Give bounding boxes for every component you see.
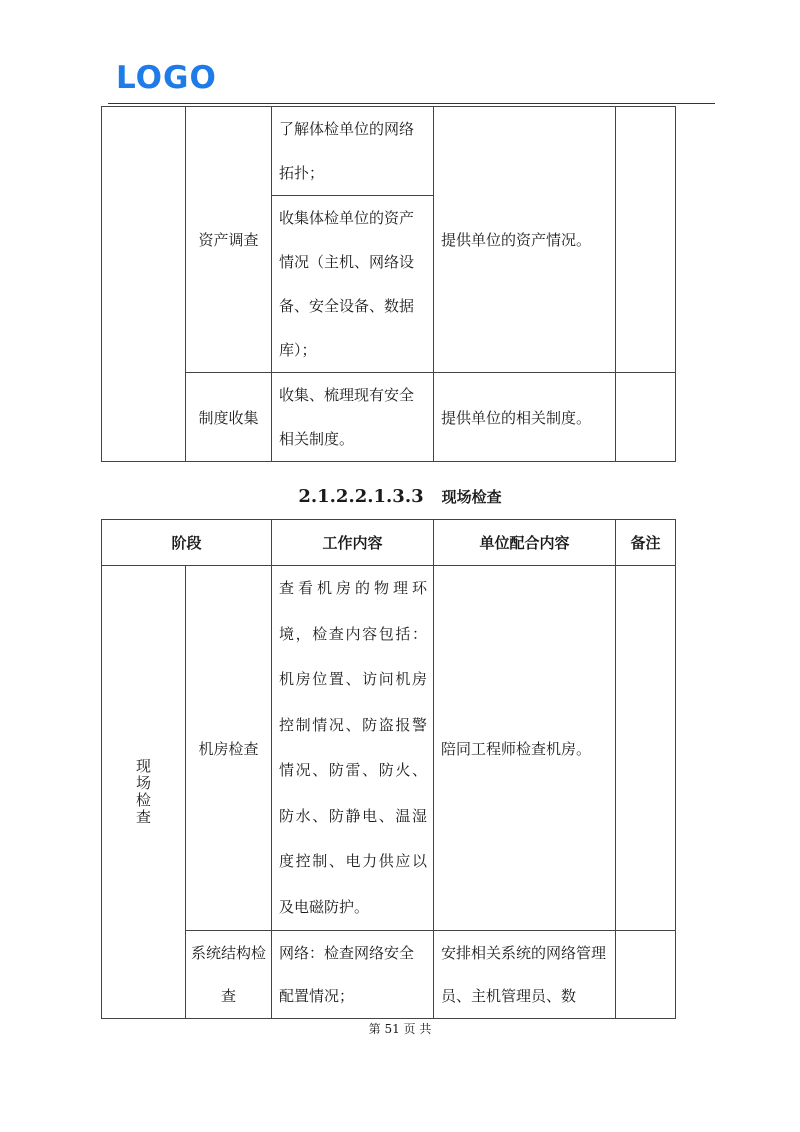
header-note: 备注: [616, 520, 676, 566]
work-asset-collection: 收集体检单位的资产情况（主机、网络设备、安全设备、数据库）；: [279, 209, 415, 359]
stage-policy-collection: 制度收集: [198, 408, 259, 427]
cooperation-structure-check: 安排相关系统的网络管理员、主机管理员、数: [441, 943, 607, 1005]
note-cell: [616, 373, 676, 462]
group-cell-empty: [102, 107, 186, 462]
stage-asset-survey: 资产调查: [198, 231, 259, 249]
group-label-onsite-check: 现场检查: [135, 757, 151, 826]
table-row: [102, 566, 676, 931]
note-cell: [616, 107, 676, 373]
stage-cell: [186, 566, 272, 931]
stage-structure-check: 系统结构检查: [191, 943, 267, 1005]
work-network-topology: 了解体检单位的网络拓扑；: [279, 120, 415, 182]
onsite-check-table: [101, 519, 676, 1019]
cooperation-asset-info: 提供单位的资产情况。: [441, 231, 592, 249]
page-footer: 第 51 页 共: [368, 1022, 432, 1036]
header-work: 工作内容: [272, 520, 434, 566]
section-heading: [0, 484, 800, 510]
note-cell: [616, 566, 676, 931]
header-stage: 阶段: [102, 520, 272, 566]
header-cooperation: 单位配合内容: [434, 520, 616, 566]
work-cell: [272, 196, 434, 373]
stage-cell: [186, 107, 272, 373]
note-cell: [616, 931, 676, 1019]
work-cell: [272, 373, 434, 462]
stage-cell: [186, 931, 272, 1019]
work-cell: [272, 566, 434, 931]
table-row: [102, 931, 676, 1019]
work-structure-check: 网络：检查网络安全配置情况；: [279, 943, 415, 1005]
work-policy-collection: 收集、梳理现有安全相关制度。: [279, 386, 415, 448]
cooperation-cell: [434, 931, 616, 1019]
logo: LOGO: [116, 60, 217, 96]
section-title: 现场检查: [441, 488, 502, 506]
asset-table-continued: [101, 106, 676, 462]
cooperation-room-check: 陪同工程师检查机房。: [441, 739, 592, 758]
table-header-row: [102, 520, 676, 566]
stage-cell: [186, 373, 272, 462]
group-cell: [102, 566, 186, 1019]
cooperation-policy: 提供单位的相关制度。: [441, 408, 592, 427]
work-cell: [272, 107, 434, 196]
header-divider: [108, 103, 715, 104]
work-room-check: 查看机房的物理环境，检查内容包括：机房位置、访问机房控制情况、防盗报警情况、防雷、防火、防水、防静电、温湿度控制、电力供应以及电磁防护。: [279, 579, 428, 916]
section-number: 2.1.2.2.1.3.3: [298, 486, 424, 507]
cooperation-cell: [434, 107, 616, 373]
stage-room-check: 机房检查: [198, 739, 259, 758]
cooperation-cell: [434, 373, 616, 462]
work-cell: [272, 931, 434, 1019]
cooperation-cell: [434, 566, 616, 931]
